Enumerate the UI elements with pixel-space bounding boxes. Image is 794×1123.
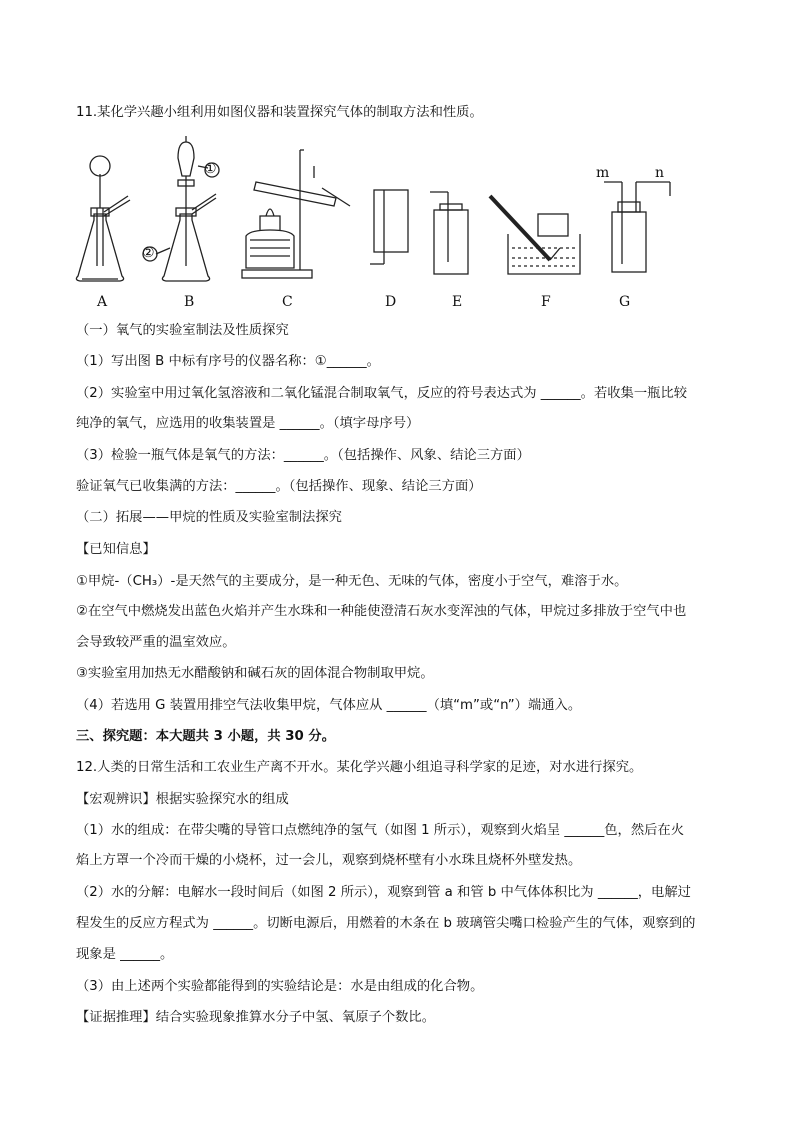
label-c: C [282,294,293,310]
label-f: F [541,294,551,310]
q11-p2a: （2）实验室中用过氧化氢溶液和二氧化锰混合制取氧气，反应的符号表达式为 ______。若收集一瓶比较 [76,386,688,401]
part1-title: （一）氧气的实验室制法及性质探究 [76,323,289,338]
q12-stem: 12.人类的日常生活和工农业生产离不开水。某化学兴趣小组追寻科学家的足迹，对水进行探究。 [76,760,643,775]
tube-n-label: n [655,165,665,181]
marker-1: ① [204,161,217,177]
q11-p3a: （3）检验一瓶气体是氧气的方法：______。（包括操作、风象、结论三方面） [76,448,530,463]
apparatus-d [370,190,408,264]
label-a: A [97,294,108,310]
apparatus-f [490,196,580,274]
known-info-2a: ②在空气中燃烧发出蓝色火焰并产生水珠和一种能使澄清石灰水变浑浊的气体，甲烷过多排放于空气中也 [76,604,687,619]
evidence-title: 【证据推理】结合实验现象推算水分子中氢、氧原子个数比。 [76,1010,436,1025]
apparatus-e [430,192,468,274]
label-g: G [619,294,631,310]
apparatus-c [242,150,350,278]
macro-title: 【宏观辨识】根据实验探究水的组成 [76,792,289,807]
q12-p2b: 程发生的反应方程式为 ______。切断电源后，用燃着的木条在 b 玻璃管尖嘴口检验产生的气体，观察到的 [76,916,696,931]
known-info-2b: 会导致较严重的温室效应。 [76,635,236,650]
label-d: D [385,294,397,310]
q11-p1: （1）写出图 B 中标有序号的仪器名称：①______。 [76,354,380,369]
apparatus-a [76,156,130,281]
part2-title: （二）拓展——甲烷的性质及实验室制法探究 [76,510,342,525]
label-b: B [184,294,195,310]
q12-p2a: （2）水的分解：电解水一段时间后（如图 2 所示），观察到管 a 和管 b 中气体体积比为 ______，电解过 [76,885,691,900]
label-e: E [452,294,463,310]
q11-p2b: 纯净的氧气，应选用的收集装置是 ______。（填字母序号） [76,416,420,431]
q11-stem: 11.某化学兴趣小组利用如图仪器和装置探究气体的制取方法和性质。 [76,105,483,120]
q12-p1a: （1）水的组成：在带尖嘴的导管口点燃纯净的氢气（如图 1 所示），观察到火焰呈 ______色，然后在火 [76,823,685,838]
known-info-3: ③实验室用加热无水醋酸钠和碱石灰的固体混合物制取甲烷。 [76,666,434,681]
q12-p3: （3）由上述两个实验都能得到的实验结论是：水是由组成的化合物。 [76,979,484,994]
apparatus-figure [60,136,700,316]
q12-p1b: 焰上方罩一个冷而干燥的小烧杯，过一会儿，观察到烧杯壁有小水珠且烧杯外壁发热。 [76,853,582,868]
q11-p4: （4）若选用 G 装置用排空气法收集甲烷，气体应从 ______（填“m”或“n”）端通入。 [76,698,582,713]
q11-p3b: 验证氧气已收集满的方法：______。（包括操作、现象、结论三方面） [76,479,482,494]
section-3-heading: 三、探究题：本大题共 3 小题，共 30 分。 [76,729,336,744]
known-info-title: 【已知信息】 [76,542,156,557]
marker-2: ② [142,245,155,261]
tube-m-label: m [596,165,610,181]
known-info-1: ①甲烷-（CH₃）-是天然气的主要成分，是一种无色、无味的气体，密度小于空气，难溶于水。 [76,574,628,589]
q12-p2c: 现象是 ______。 [76,947,174,962]
apparatus-g [604,182,670,272]
